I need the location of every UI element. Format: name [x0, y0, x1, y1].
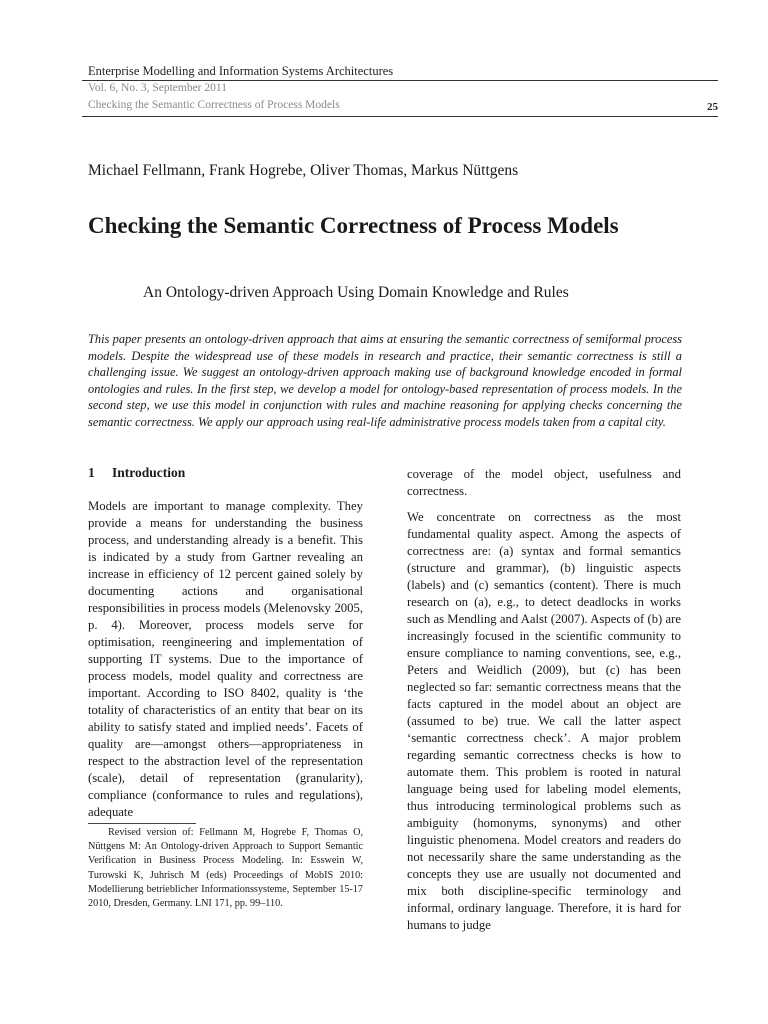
section-number: 1	[88, 465, 95, 480]
page-number: 25	[707, 101, 718, 113]
abstract: This paper presents an ontology-driven approach that aims at ensuring the semantic correctness of semiformal process models. Despite the widespread use of these models in research and practice, their semantic correctness is still a challenging issue. We suggest an ontology-driven approach making use of background knowledge encoded in formal ontologies and rules. In the first step, we develop a model for ontology-based representation of process models. In the second step, we use this model in conjunction with rules and machine reasoning for applying checks concerning the semantic correctness. We apply our approach using real-life administrative process models taken from a capital city.	[88, 332, 682, 429]
section-heading	[88, 465, 185, 481]
right-column	[407, 466, 681, 934]
intro-paragraph: Models are important to manage complexity. They provide a means for understanding the business process, and understanding already is a benefit. This is indicated by a study from Gartner revealing an increase in efficiency of 12 percent gained solely by documenting actions and organisational responsibilities in process models (Melenovsky 2005, p. 4). Moreover, process models serve for optimisation, reengineering and implementation of supporting IT systems. Due to the importance of process models, model quality and correctness are important. According to ISO 8402, quality is ‘the totality of characteristics of an entity that bear on its ability to satisfy stated and implied needs’. Facets of quality are—amongst others—appropriateness in respect to the abstraction level of the representation (scale), detail of representation (granularity), compliance (conformance to rules and regulations), adequate	[88, 499, 363, 819]
journal-volume: Vol. 6, No. 3, September 2011	[88, 82, 227, 94]
footnote-rule	[88, 823, 196, 824]
running-title: Checking the Semantic Correctness of Process Models	[88, 99, 340, 111]
footnote	[88, 826, 363, 911]
right-paragraph-2: We concentrate on correctness as the most fundamental quality aspect. Among the aspects of correctness are: (a) syntax and formal semantics (structure and grammar), (b) linguistic aspects (labels) and (c) semantics (content). There is much research on (a), e.g., to detect deadlocks in works such as Mendling and Aalst (2007). Aspects of (b) are increasingly focused in the scientific community to ensure compliance to naming conventions, see, e.g., Peters and Weidlich (2009), but (c) has been neglected so far: semantic correctness means that the facts captured in the model about an object are (assumed to be) true. We call the latter aspect ‘semantic correctness check’. A major problem regarding semantic correctness checks is how to automate them. This problem is rooted in natural language being used for labeling model elements, thus introducing terminological problems such as ambiguity (homonyms, synonyms) and other linguistic phenomena. Model creators and readers do not necessarily share the same understanding as the concepts they use are usually not documented and mix both discipline-specific terminology and informal, ordinary language. Therefore, it is hard for humans to judge	[407, 510, 681, 932]
journal-name: Enterprise Modelling and Information Systems Architectures	[88, 64, 394, 78]
left-column	[88, 498, 363, 821]
section-title: Introduction	[112, 465, 186, 480]
header-rule-top	[82, 80, 718, 81]
header-rule-bottom	[82, 116, 718, 117]
paper-title: Checking the Semantic Correctness of Process Models	[88, 213, 619, 238]
footnote-text: Revised version of: Fellmann M, Hogrebe F, Thomas O, Nüttgens M: An Ontology-driven Approach to Support Semantic Verification in Business Process Modeling. In: Esswein W, Turowski K, Juhrisch M (eds) Proceedings of MobIS 2010: Modellierung betrieblicher Informationssysteme, September 15-17 2010, Dresden, Germany. LNI 171, pp. 99–110.	[88, 827, 363, 910]
paper-subtitle: An Ontology-driven Approach Using Domain Knowledge and Rules	[143, 284, 569, 301]
author-list: Michael Fellmann, Frank Hogrebe, Oliver Thomas, Markus Nüttgens	[88, 162, 519, 179]
right-paragraph-1: coverage of the model object, usefulness and correctness.	[407, 467, 681, 498]
